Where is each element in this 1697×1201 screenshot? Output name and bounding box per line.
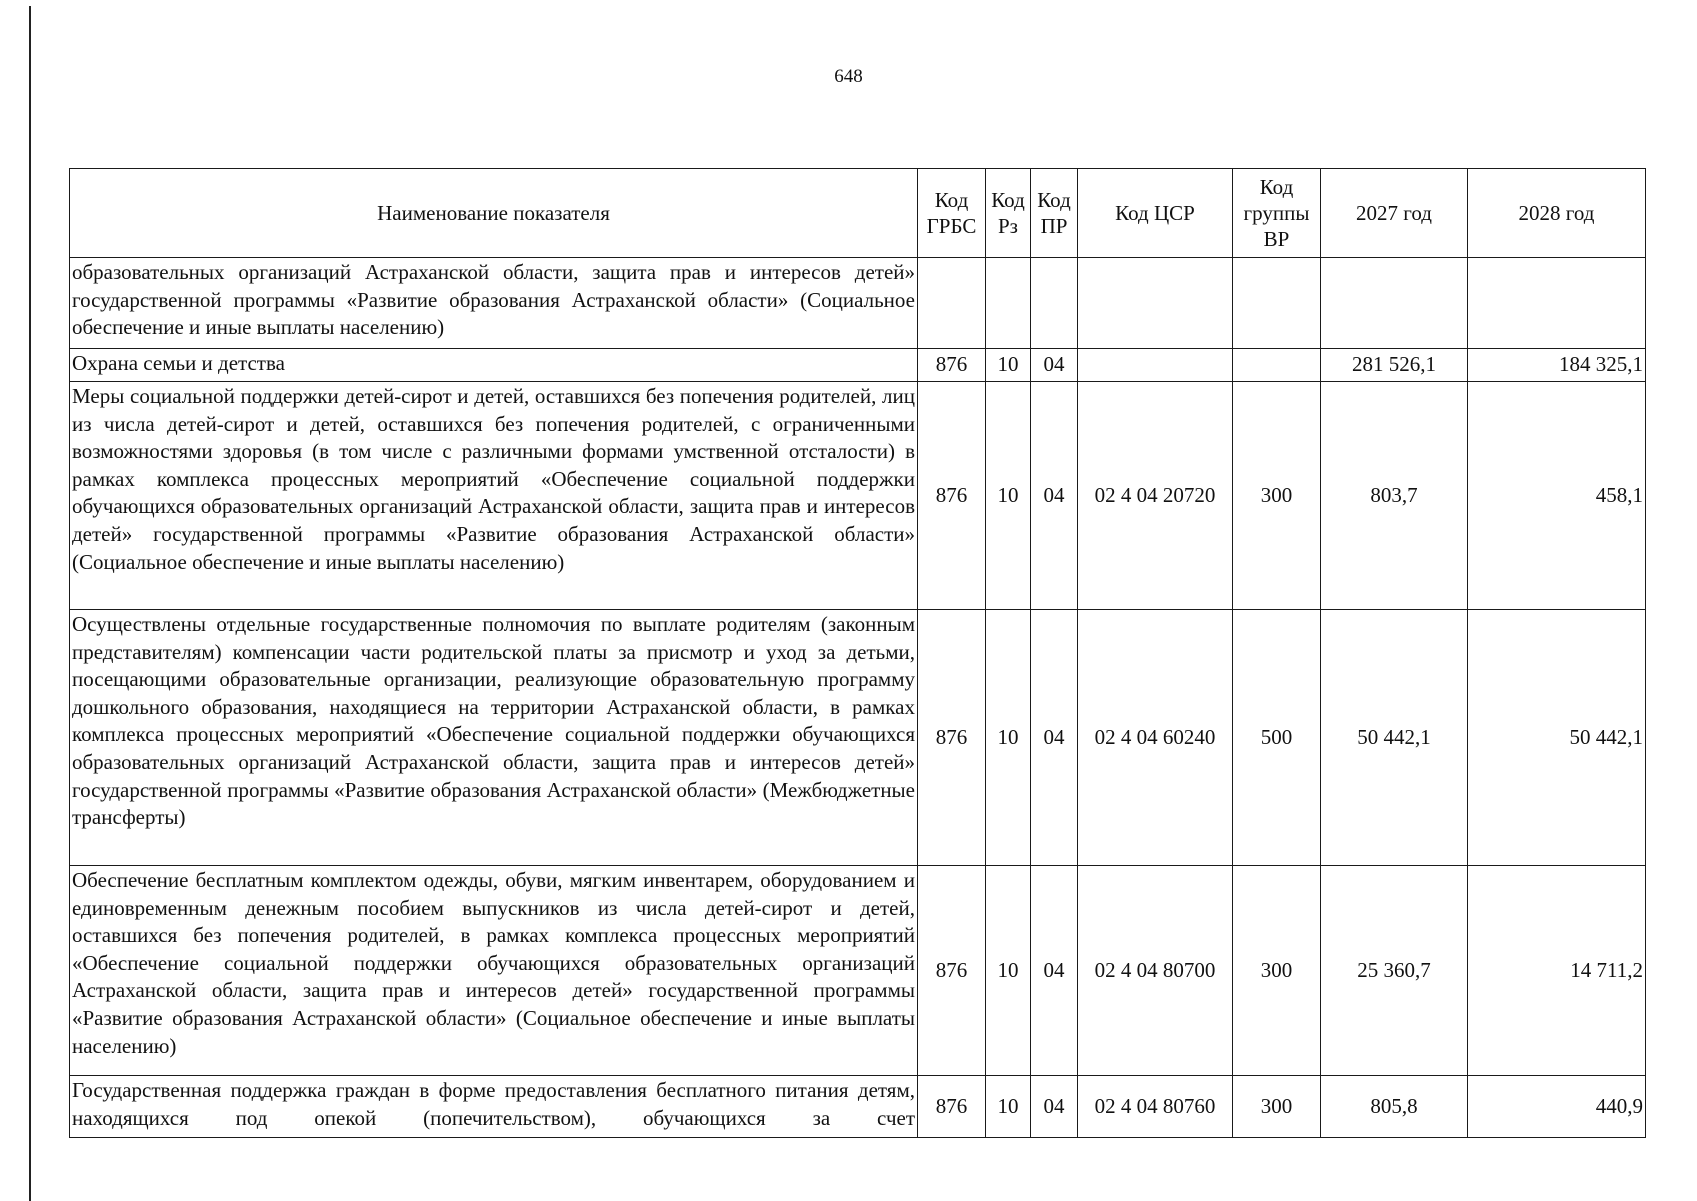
row-rz xyxy=(986,258,1031,349)
row-2028 xyxy=(1468,258,1646,349)
row-vr: 300 xyxy=(1233,866,1321,1076)
row-2028: 458,1 xyxy=(1468,382,1646,610)
row-grbs: 876 xyxy=(918,866,986,1076)
row-2028: 184 325,1 xyxy=(1468,349,1646,382)
row-vr: 500 xyxy=(1233,610,1321,866)
budget-table xyxy=(69,168,1646,1138)
row-2028: 440,9 xyxy=(1468,1076,1646,1138)
header-grbs: Код ГРБС xyxy=(918,169,986,258)
table-row xyxy=(70,610,1646,866)
row-2028: 50 442,1 xyxy=(1468,610,1646,866)
table-row xyxy=(70,382,1646,610)
header-2027: 2027 год xyxy=(1321,169,1468,258)
table-row xyxy=(70,349,1646,382)
row-vr xyxy=(1233,258,1321,349)
row-pr: 04 xyxy=(1031,866,1078,1076)
row-2027: 805,8 xyxy=(1321,1076,1468,1138)
row-csr: 02 4 04 80760 xyxy=(1078,1076,1233,1138)
row-grbs: 876 xyxy=(918,1076,986,1138)
row-name: Обеспечение бесплатным комплектом одежды, обуви, мягким инвентарем, оборудованием и единовременным денежным пособием выпускников из числа детей-сирот и детей, оставшихся без попечения родителей, в рамках комплекса процессных мероприятий «Обеспечение социальной поддержки обучающихся образовательных организаций Астраханской области, защита прав и интересов детей» государственной программы «Развитие образования Астраханской области» (Социальное обеспечение и иные выплаты населению) xyxy=(70,866,918,1076)
row-name: образовательных организаций Астраханской области, защита прав и интересов детей» государственной программы «Развитие образования Астраханской области» (Социальное обеспечение и иные выплаты населению) xyxy=(70,258,918,349)
row-rz: 10 xyxy=(986,382,1031,610)
header-csr: Код ЦСР xyxy=(1078,169,1233,258)
header-rz: Код Рз xyxy=(986,169,1031,258)
row-grbs: 876 xyxy=(918,610,986,866)
row-vr xyxy=(1233,349,1321,382)
binding-margin-line xyxy=(29,6,31,1201)
row-2027: 25 360,7 xyxy=(1321,866,1468,1076)
row-grbs xyxy=(918,258,986,349)
row-name: Государственная поддержка граждан в форме предоставления бесплатного питания детям, находящихся под опекой (попечительством), обучающихся за счет xyxy=(70,1076,918,1138)
row-rz: 10 xyxy=(986,349,1031,382)
row-2027: 50 442,1 xyxy=(1321,610,1468,866)
row-name: Меры социальной поддержки детей-сирот и детей, оставшихся без попечения родителей, лиц из числа детей-сирот и детей, оставшихся без попечения родителей, с ограниченными возможностями здоровья (в том числе с различными формами умственной отсталости) в рамках комплекса процессных мероприятий «Обеспечение социальной поддержки обучающихся образовательных организаций Астраханской области, защита прав и интересов детей» государственной программы «Развитие образования Астраханской области» (Социальное обеспечение и иные выплаты населению) xyxy=(70,382,918,610)
row-name: Осуществлены отдельные государственные полномочия по выплате родителям (законным представителям) компенсации части родительской платы за присмотр и уход за детьми, посещающими образовательные организации, реализующие образовательную программу дошкольного образования, находящиеся на территории Астраханской области, в рамках комплекса процессных мероприятий «Обеспечение социальной поддержки обучающихся образовательных организаций Астраханской области, защита прав и интересов детей» государственной программы «Развитие образования Астраханской области» (Межбюджетные трансферты) xyxy=(70,610,918,866)
row-pr: 04 xyxy=(1031,349,1078,382)
row-rz: 10 xyxy=(986,610,1031,866)
row-csr xyxy=(1078,349,1233,382)
header-vr: Код группы ВР xyxy=(1233,169,1321,258)
row-grbs: 876 xyxy=(918,349,986,382)
row-rz: 10 xyxy=(986,866,1031,1076)
row-vr: 300 xyxy=(1233,1076,1321,1138)
row-vr: 300 xyxy=(1233,382,1321,610)
row-csr: 02 4 04 20720 xyxy=(1078,382,1233,610)
page-number: 648 xyxy=(834,66,863,87)
header-pr: Код ПР xyxy=(1031,169,1078,258)
row-grbs: 876 xyxy=(918,382,986,610)
table-row xyxy=(70,866,1646,1076)
table-row xyxy=(70,258,1646,349)
row-csr: 02 4 04 60240 xyxy=(1078,610,1233,866)
header-2028: 2028 год xyxy=(1468,169,1646,258)
row-pr xyxy=(1031,258,1078,349)
table-header-row xyxy=(70,169,1646,258)
row-rz: 10 xyxy=(986,1076,1031,1138)
row-2028: 14 711,2 xyxy=(1468,866,1646,1076)
header-name: Наименование показателя xyxy=(70,169,918,258)
row-pr: 04 xyxy=(1031,610,1078,866)
row-csr: 02 4 04 80700 xyxy=(1078,866,1233,1076)
row-2027: 281 526,1 xyxy=(1321,349,1468,382)
row-pr: 04 xyxy=(1031,1076,1078,1138)
row-2027 xyxy=(1321,258,1468,349)
row-pr: 04 xyxy=(1031,382,1078,610)
table-row xyxy=(70,1076,1646,1138)
row-csr xyxy=(1078,258,1233,349)
row-2027: 803,7 xyxy=(1321,382,1468,610)
row-name: Охрана семьи и детства xyxy=(70,349,918,382)
